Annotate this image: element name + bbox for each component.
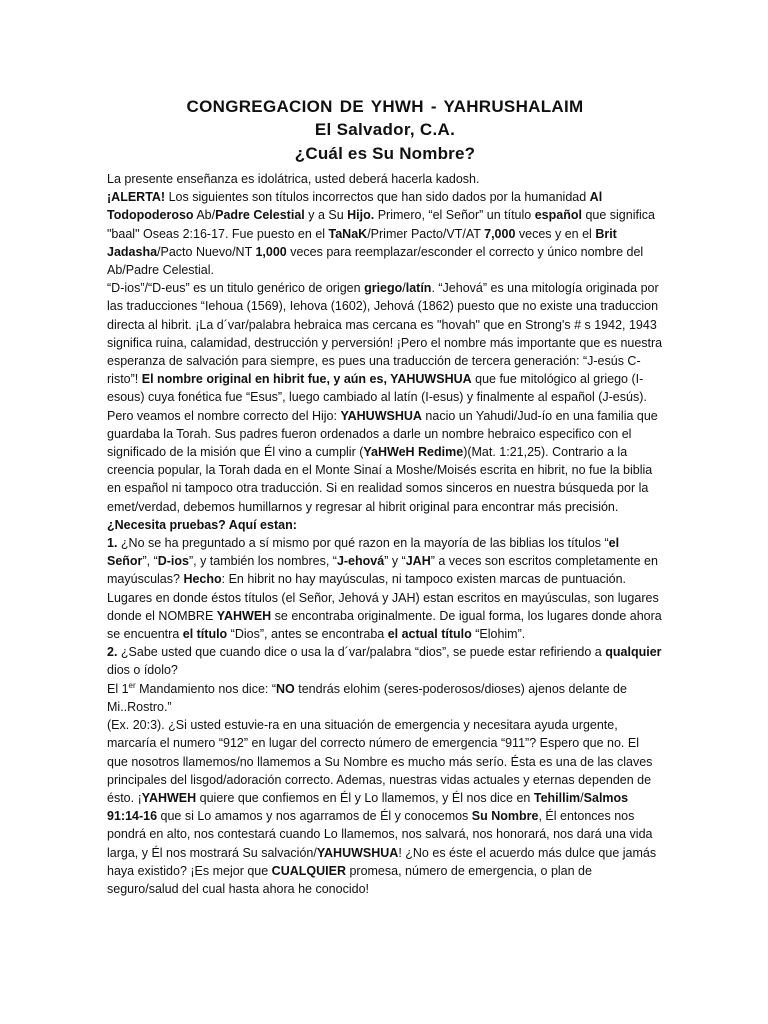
document-location: El Salvador, C.A. xyxy=(314,120,456,139)
document-title: CONGREGACION DE YHWH - YAHRUSHALAIM xyxy=(186,97,584,116)
document-question-heading: ¿Cuál es Su Nombre? xyxy=(294,144,476,163)
intro-paragraph: La presente enseñanza es idolátrica, usted deberá hacerla kadosh. xyxy=(107,172,480,186)
alert-paragraph: ¡ALERTA! Los siguientes son títulos incorrectos que han sido dados por la humanidad Al Todopoderoso Ab/Padre Celestial y a Su Hijo. Primero, “el Señor” un título español que significa "baal" Oseas 2:16-17. Fue puesto en el TaNaK/Primer Pacto/VT/AT 7,000 veces y en el Brit Jadasha/Pacto Nuevo/NT 1,000 veces para reemplazar/esconder el correcto y único nombre del Ab/Padre Celestial. xyxy=(107,190,655,278)
commandment-paragraph: El 1er Mandamiento nos dice: “NO tendrás elohim (seres-poderosos/dioses) ajenos delante de Mi..Rostro.” xyxy=(107,680,627,714)
emergency-paragraph: (Ex. 20:3). ¿Si usted estuvie-ra en una situación de emergencia y necesitara ayuda urgente, marcaría el numero “912” en lugar del correcto número de emergencia “911”? Espero que no. El que nosotros llamemos/no llamemos a Su Nombre es mucho más serío. Ésta es una de las claves principales del lisgod/adoración correcto. Ademas, nuestras vidas actuales y eternas dependen de ésto. ¡YAHWEH quiere que confiemos en Él y Lo llamemos, y Él nos dice en Tehillim/Salmos 91:14-16 que si Lo amamos y nos agarramos de Él y conocemos Su Nombre, Él entonces nos pondrá en alto, nos contestará cuando Lo llamemos, nos salvará, nos honorará, nos dará una vida larga, y Él nos mostrará Su salvación/YAHUWSHUA! ¿No es éste el acuerdo más dulce que jamás haya existido? ¡Es mejor que CUALQUIER promesa, número de emergencia, o plan de seguro/salud del cual hasta ahora he conocido! xyxy=(107,718,657,896)
proofs-heading: ¿Necesita pruebas? Aquí estan: xyxy=(107,517,297,532)
proof-item-2: 2. ¿Sabe usted que cuando dice o usa la d´var/palabra “dios”, se puede estar refiriendo a qualquier dios o ídolo? xyxy=(107,645,662,678)
origin-paragraph: “D-ios”/“D-eus” es un titulo genérico de origen griego/latín. “Jehová” es una mitología originada por las traducciones “Iehoua (1569), Iehova (1602), Jehová (1862) puesto que no existe una traduccion directa al hibrit. ¡La d´var/palabra hebraica mas cercana es "hovah" que en Strong's # s 1942, 1943 significa ruina, calamidad, destrucción y perversión! ¡Pero el nombre más importante que es nuestra esperanza de salvación para siempre, es pues una traducción de tercera generación: “J-esús C-risto”! El nombre original en hibrit fue, y aún es, YAHUWSHUA que fue mitológico al griego (I-esous) cuya fonética fue “Esus”, luego cambiado al latín (I-esus) y finalmente al español (J-esús). Pero veamos el nombre correcto del Hijo: YAHUWSHUA nacio un Yahudi/Jud-ío en una familia que guardaba la Torah. Sus padres fueron ordenados a darle un nombre hebraico especifico con el significado de la misión que Él vino a cumplir (YaHWeH Redime)(Mat. 1:21,25). Contrario a la creencia popular, la Torah dada en el Monte Sinaí a Moshe/Moisés escrita en hibrit, no fue la biblia en español ni tampoco otra traducción. Si en realidad somos sinceros en nuestra búsqueda por la emet/verdad, debemos humillarnos y regresar al hibrit original para encontrar más precisión. xyxy=(107,281,663,514)
proof-number: 2. xyxy=(107,645,118,660)
document-body xyxy=(107,170,663,898)
alert-label: ¡ALERTA! xyxy=(107,190,166,205)
proof-item-1: 1. ¿No se ha preguntado a sí mismo por qué razon en la mayoría de las biblias los títulos “el Señor”, “D-ios”, y también los nombres, “J-ehová” y “JAH” a veces son escritos completamente en mayúsculas? Hecho: En hibrit no hay mayúsculas, ni tampoco existen marcas de puntuación. Lugares en donde éstos títulos (el Señor, Jehová y JAH) estan escritos en mayúsculas, son lugares donde el NOMBRE YAHWEH se encontraba originalmente. De igual forma, los lugares donde ahora se encuentra el título “Dios”, antes se encontraba el actual título “Elohim”. xyxy=(107,536,662,642)
proof-number: 1. xyxy=(107,536,118,551)
